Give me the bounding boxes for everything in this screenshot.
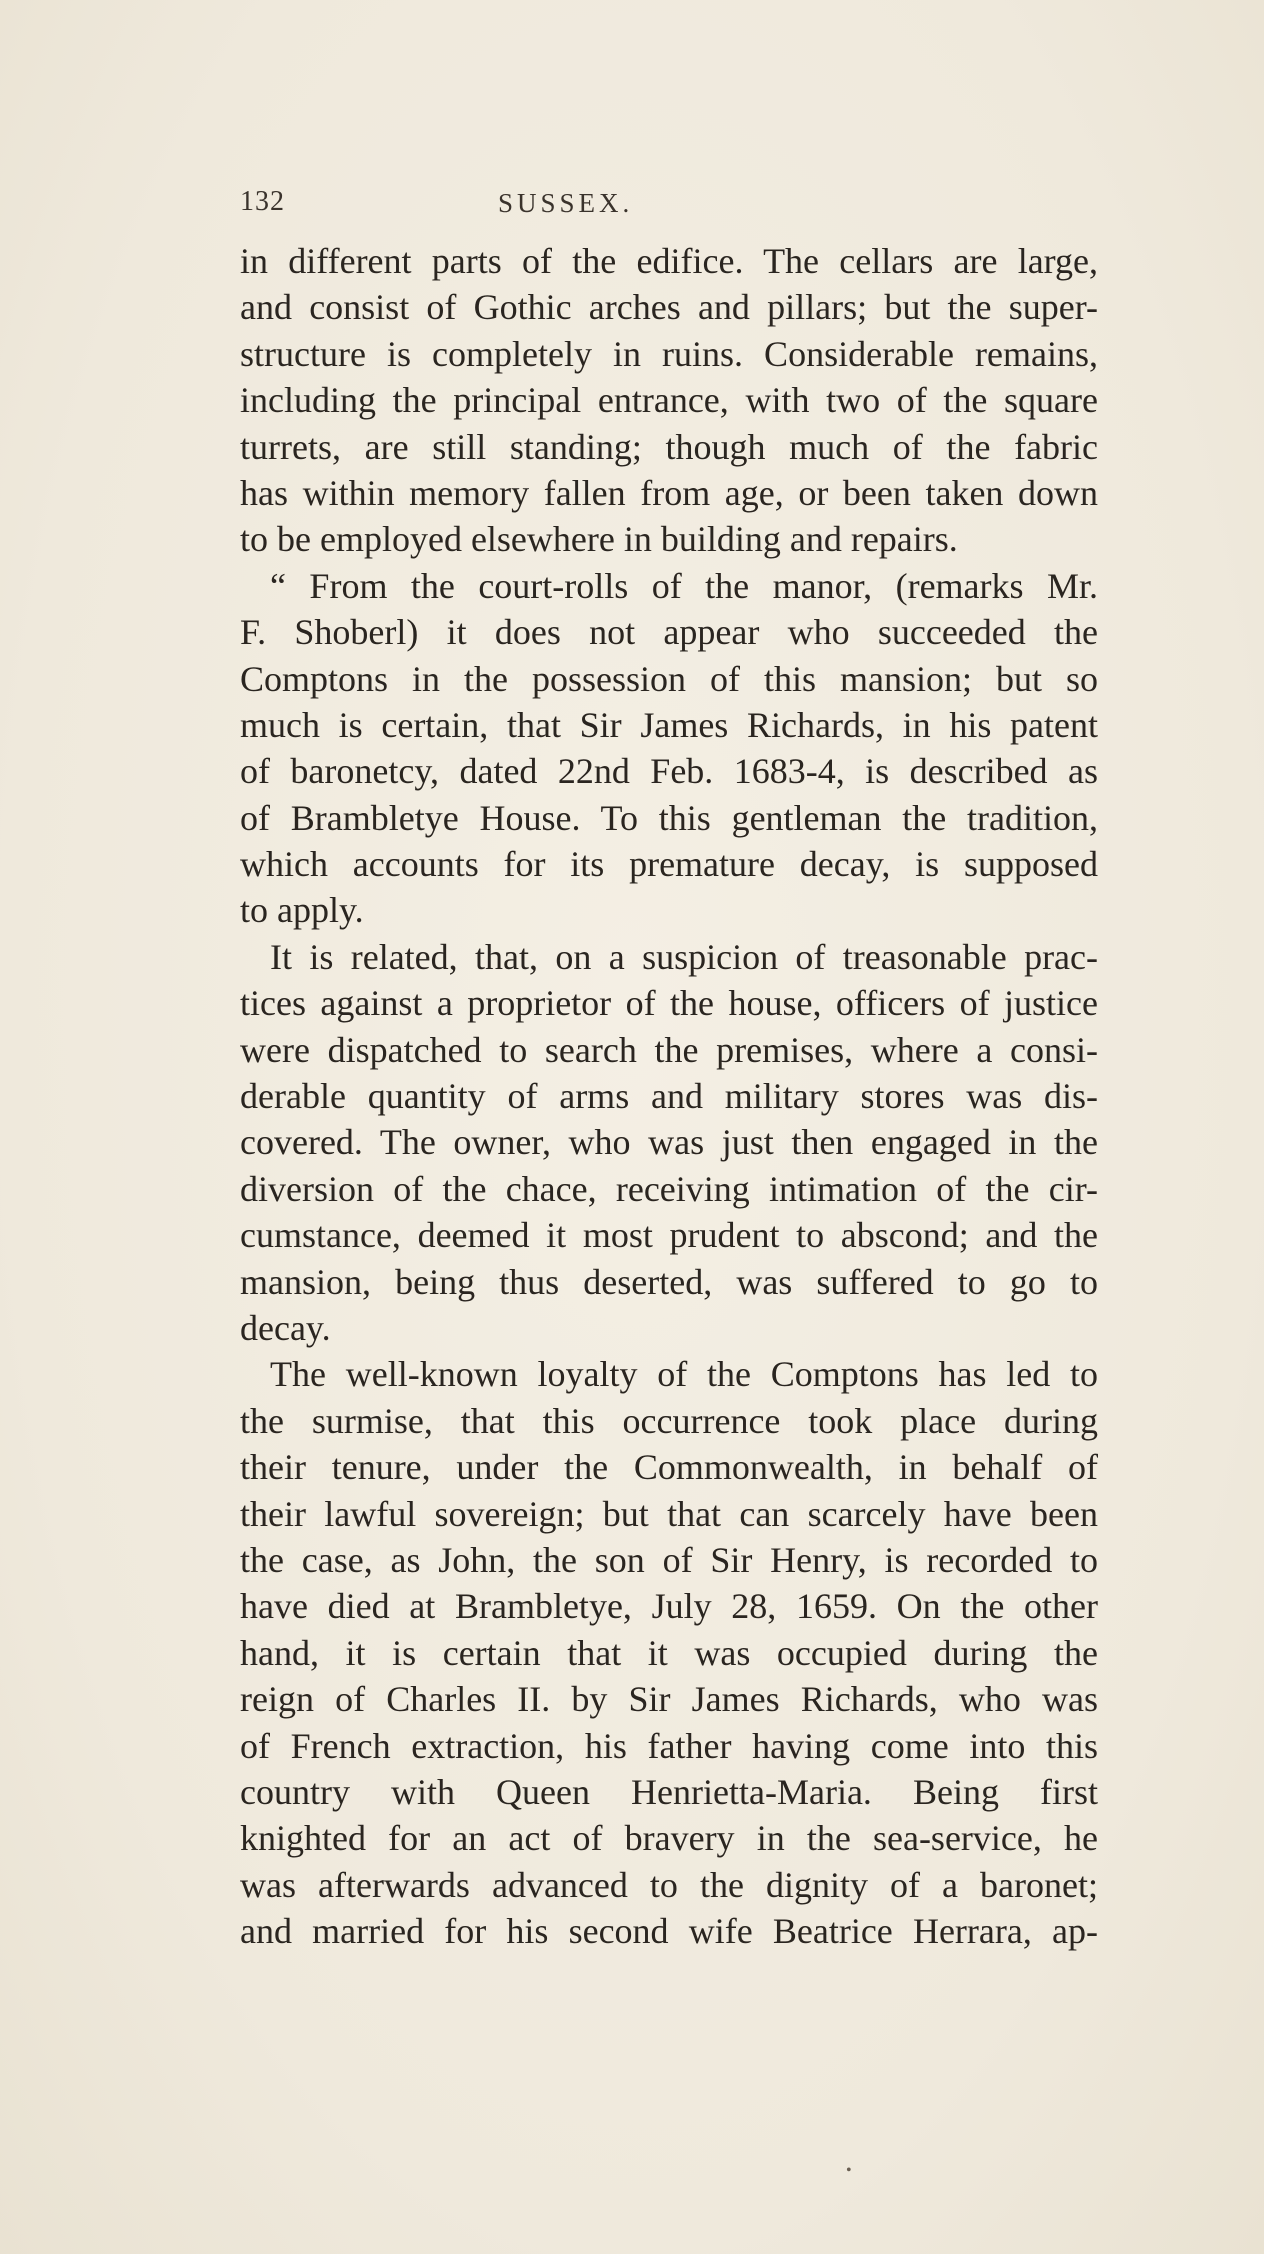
text-line: derable quantity of arms and military stores was dis- bbox=[240, 1076, 1098, 1117]
text-line: decay. bbox=[240, 1307, 331, 1348]
page-number: 132 bbox=[240, 186, 285, 217]
text-line: mansion, being thus deserted, was suffered to go to bbox=[240, 1261, 1098, 1302]
text-line: tices against a proprietor of the house, officers of justice bbox=[240, 983, 1098, 1024]
text-line: “ From the court-rolls of the manor, (remarks Mr. bbox=[270, 565, 1098, 606]
text-line: including the principal entrance, with two of the square bbox=[240, 380, 1098, 421]
text-line: knighted for an act of bravery in the sea-service, he bbox=[240, 1818, 1098, 1859]
text-line: in different parts of the edifice. The cellars are large, bbox=[240, 241, 1098, 281]
text-line: cumstance, deemed it most prudent to abscond; and the bbox=[240, 1215, 1098, 1256]
text-line: were dispatched to search the premises, where a consi- bbox=[240, 1029, 1098, 1070]
text-line: hand, it is certain that it was occupied during the bbox=[240, 1632, 1098, 1673]
text-line: their tenure, under the Commonwealth, in behalf of bbox=[240, 1447, 1098, 1488]
text-line: to be employed elsewhere in building and repairs. bbox=[240, 519, 958, 560]
body-text bbox=[240, 238, 1098, 1954]
text-line: of French extraction, his father having come into this bbox=[240, 1725, 1098, 1766]
text-line: has within memory fallen from age, or been taken down bbox=[240, 472, 1098, 513]
text-line: the surmise, that this occurrence took place during bbox=[240, 1400, 1098, 1441]
text-line: Comptons in the possession of this mansion; but so bbox=[240, 658, 1098, 699]
text-line: F. Shoberl) it does not appear who succeeded the bbox=[240, 612, 1098, 653]
text-line: diversion of the chace, receiving intimation of the cir- bbox=[240, 1168, 1098, 1209]
text-line: have died at Brambletye, July 28, 1659. On the other bbox=[240, 1586, 1098, 1627]
text-line: the case, as John, the son of Sir Henry, is recorded to bbox=[240, 1539, 1098, 1580]
text-line: to apply. bbox=[240, 890, 364, 931]
text-line: It is related, that, on a suspicion of treasonable prac- bbox=[270, 936, 1098, 977]
text-line: structure is completely in ruins. Considerable remains, bbox=[240, 333, 1098, 374]
text-line: which accounts for its premature decay, is supposed bbox=[240, 844, 1098, 885]
text-line: turrets, are still standing; though much of the fabric bbox=[240, 426, 1098, 467]
printer-mark: • bbox=[846, 2162, 852, 2179]
text-line: country with Queen Henrietta-Maria. Being first bbox=[240, 1771, 1098, 1812]
text-line: covered. The owner, who was just then engaged in the bbox=[240, 1122, 1098, 1163]
running-head: SUSSEX. bbox=[498, 188, 634, 218]
page-header bbox=[240, 186, 1040, 230]
text-line: was afterwards advanced to the dignity of a baronet; bbox=[240, 1864, 1098, 1905]
text-line: of baronetcy, dated 22nd Feb. 1683-4, is described as bbox=[240, 751, 1098, 792]
text-line: and consist of Gothic arches and pillars; but the super- bbox=[240, 287, 1098, 328]
text-line: of Brambletye House. To this gentleman the tradition, bbox=[240, 797, 1098, 838]
text-line: and married for his second wife Beatrice Herrara, ap- bbox=[240, 1911, 1098, 1952]
text-line: The well-known loyalty of the Comptons has led to bbox=[270, 1354, 1098, 1395]
text-line: reign of Charles II. by Sir James Richards, who was bbox=[240, 1679, 1098, 1720]
text-line: their lawful sovereign; but that can scarcely have been bbox=[240, 1493, 1098, 1534]
text-line: much is certain, that Sir James Richards, in his patent bbox=[240, 704, 1098, 745]
